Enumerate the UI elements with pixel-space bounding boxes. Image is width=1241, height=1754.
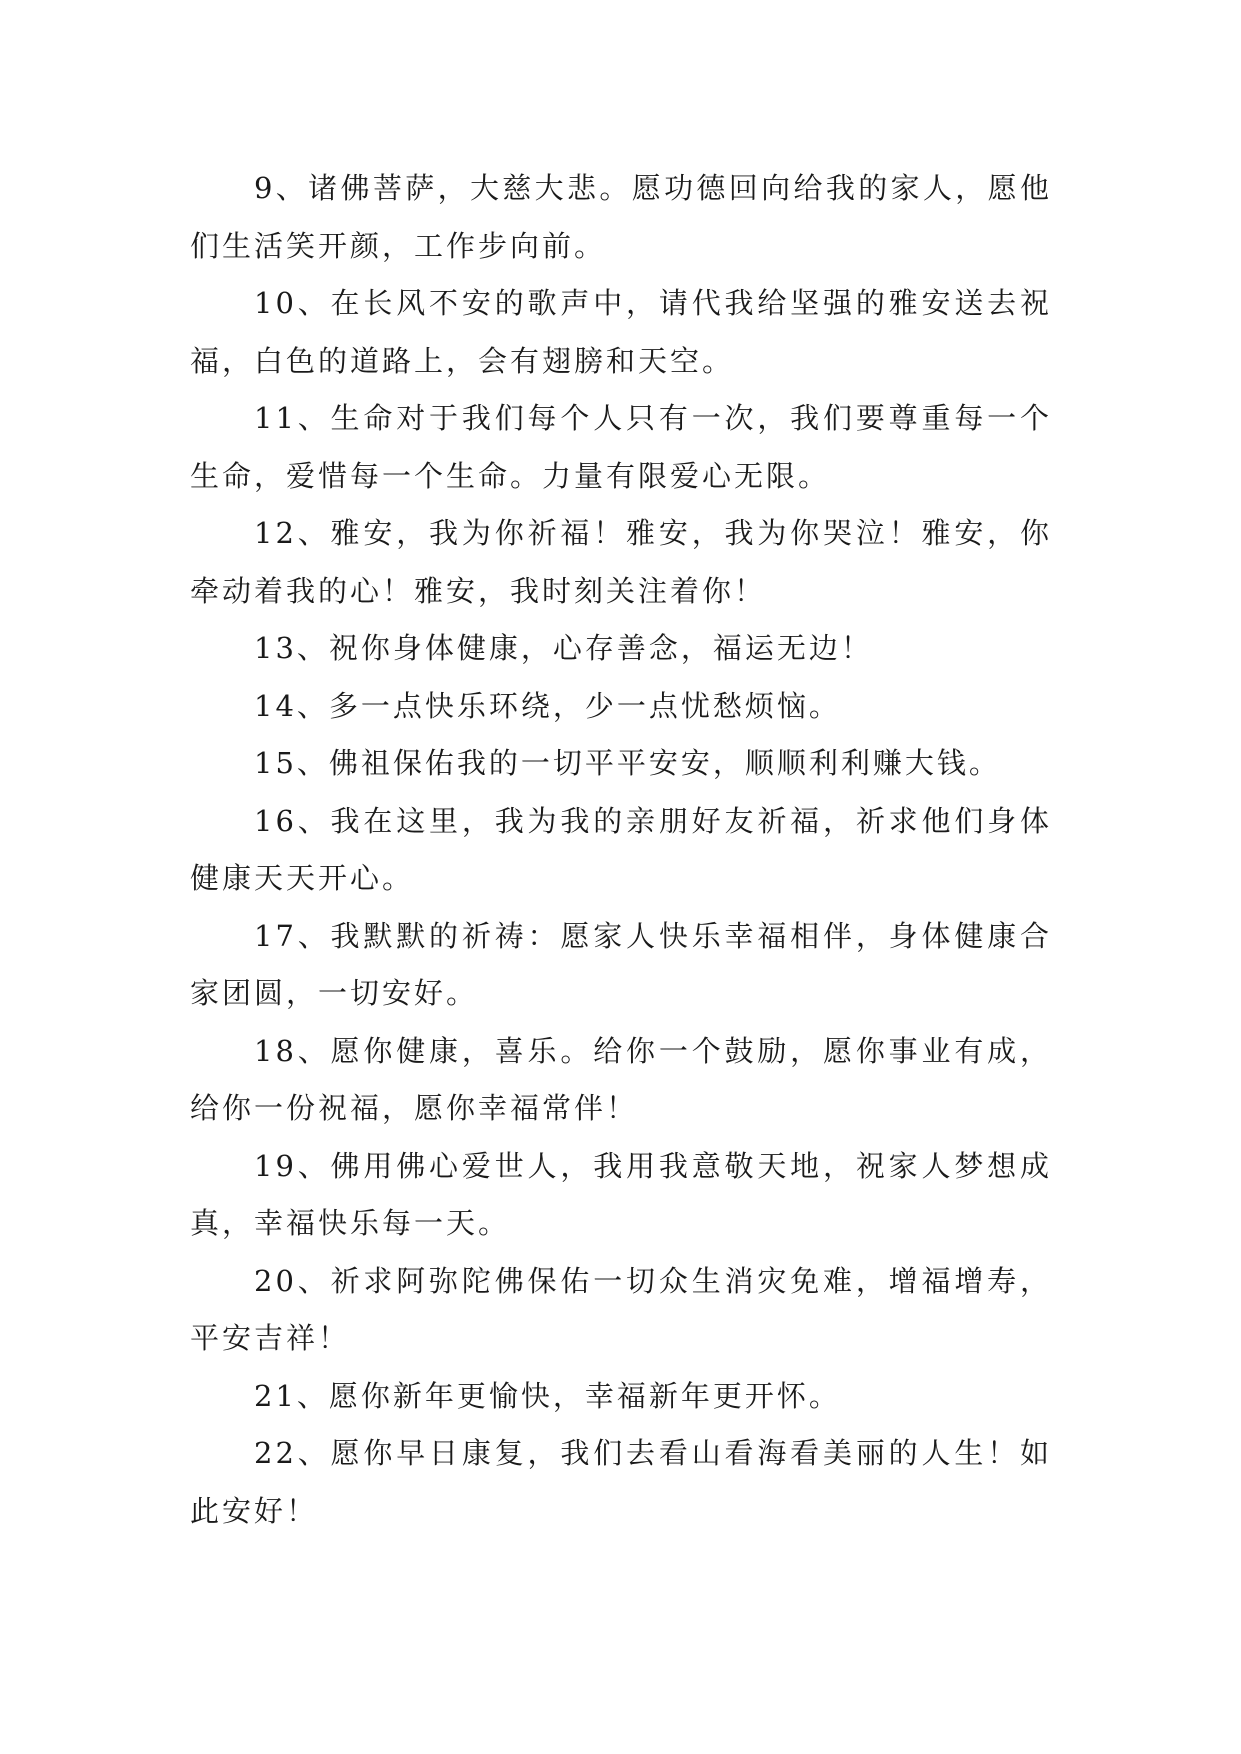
paragraph-13: 13、祝你身体健康，心存善念，福运无边！	[254, 631, 873, 665]
paragraph-9: 9、诸佛菩萨，大慈大悲。愿功德回向给我的家人，愿他们生活笑开颜，工作步向前。	[190, 171, 1052, 263]
paragraph-15: 15、佛祖保佑我的一切平平安安，顺顺利利赚大钱。	[254, 746, 1001, 780]
document-body	[190, 160, 1052, 1540]
paragraph-20: 20、祈求阿弥陀佛保佑一切众生消灾免难，增福增寿，平安吉祥！	[190, 1263, 1052, 1355]
paragraph-18: 18、愿你健康，喜乐。给你一个鼓励，愿你事业有成，给你一份祝福，愿你幸福常伴！	[190, 1033, 1052, 1125]
paragraph-12: 12、雅安，我为你祈福！雅安，我为你哭泣！雅安，你牵动着我的心！雅安，我时刻关注着你！	[190, 516, 1052, 608]
paragraph-11: 11、生命对于我们每个人只有一次，我们要尊重每一个生命，爱惜每一个生命。力量有限爱心无限。	[190, 401, 1052, 493]
paragraph-17: 17、我默默的祈祷：愿家人快乐幸福相伴，身体健康合家团圆，一切安好。	[190, 918, 1052, 1010]
paragraph-10: 10、在长风不安的歌声中，请代我给坚强的雅安送去祝福，白色的道路上，会有翅膀和天空。	[190, 286, 1052, 378]
paragraph-21: 21、愿你新年更愉快，幸福新年更开怀。	[254, 1378, 841, 1413]
paragraph-16: 16、我在这里，我为我的亲朋好友祈福，祈求他们身体健康天天开心。	[190, 803, 1052, 895]
paragraph-19: 19、佛用佛心爱世人，我用我意敬天地，祝家人梦想成真，幸福快乐每一天。	[190, 1148, 1052, 1240]
paragraph-14: 14、多一点快乐环绕，少一点忧愁烦恼。	[254, 688, 841, 723]
paragraph-22: 22、愿你早日康复，我们去看山看海看美丽的人生！如此安好！	[190, 1436, 1052, 1528]
